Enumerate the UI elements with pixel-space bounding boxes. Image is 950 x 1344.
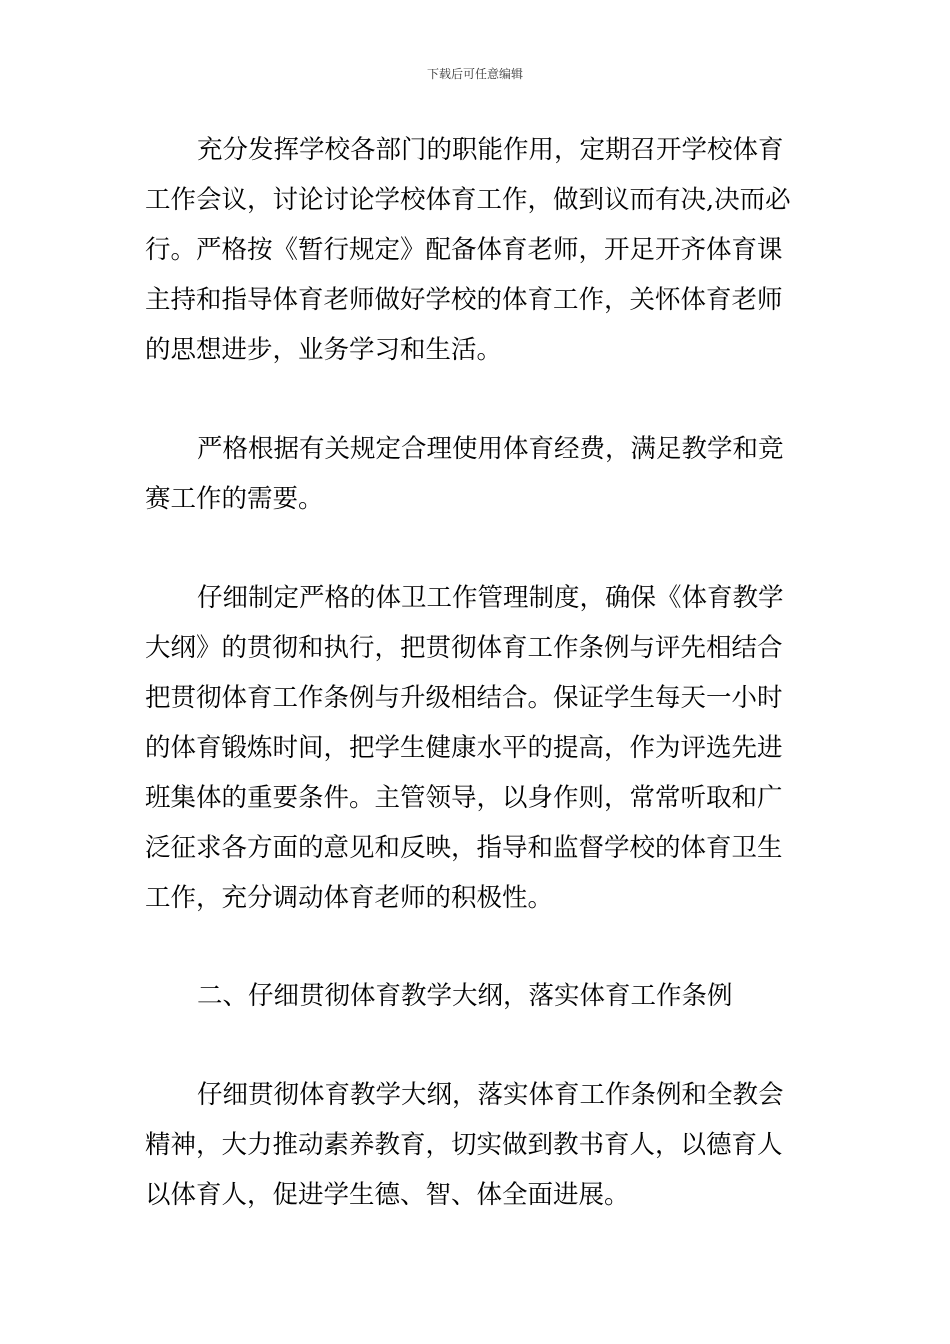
paragraph-2-line-1: 严格根据有关规定合理使用体育经费，满足教学和竞 xyxy=(197,434,784,464)
paragraph-3-line-6: 泛征求各方面的意见和反映，指导和监督学校的体育卫生 xyxy=(145,833,783,863)
section-heading: 二、仔细贯彻体育教学大纲，落实体育工作条例 xyxy=(197,981,733,1011)
paragraph-3-line-5: 班集体的重要条件。主管领导，以身作则，常常听取和广 xyxy=(145,783,783,813)
paragraph-3-line-2: 大纲》的贯彻和执行，把贯彻体育工作条例与评先相结合 xyxy=(145,633,783,663)
paragraph-1-line-4: 主持和指导体育老师做好学校的体育工作，关怀体育老师 xyxy=(145,285,783,315)
paragraph-1-line-2: 工作会议，讨论讨论学校体育工作，做到议而有决,决而必 xyxy=(145,185,791,215)
paragraph-1-line-5: 的思想进步，业务学习和生活。 xyxy=(145,335,503,365)
paragraph-1-line-1: 充分发挥学校各部门的职能作用，定期召开学校体育 xyxy=(197,135,784,165)
paragraph-2-line-2: 赛工作的需要。 xyxy=(145,484,324,514)
paragraph-5-line-3: 以体育人，促进学生德、智、体全面进展。 xyxy=(145,1180,630,1210)
paragraph-1-line-3: 行。严格按《暂行规定》配备体育老师，开足开齐体育课 xyxy=(145,235,783,265)
paragraph-3-line-4: 的体育锻炼时间，把学生健康水平的提高，作为评选先进 xyxy=(145,733,783,763)
paragraph-5-line-2: 精神，大力推动素养教育，切实做到教书育人，以德育人 xyxy=(145,1130,783,1160)
page-header: 下载后可任意编辑 xyxy=(426,67,523,81)
paragraph-3-line-1: 仔细制定严格的体卫工作管理制度，确保《体育教学 xyxy=(197,583,784,613)
paragraph-3-line-7: 工作，充分调动体育老师的积极性。 xyxy=(145,883,554,913)
paragraph-3-line-3: 把贯彻体育工作条例与升级相结合。保证学生每天一小时 xyxy=(145,683,783,713)
paragraph-5-line-1: 仔细贯彻体育教学大纲，落实体育工作条例和全教会 xyxy=(197,1080,784,1110)
